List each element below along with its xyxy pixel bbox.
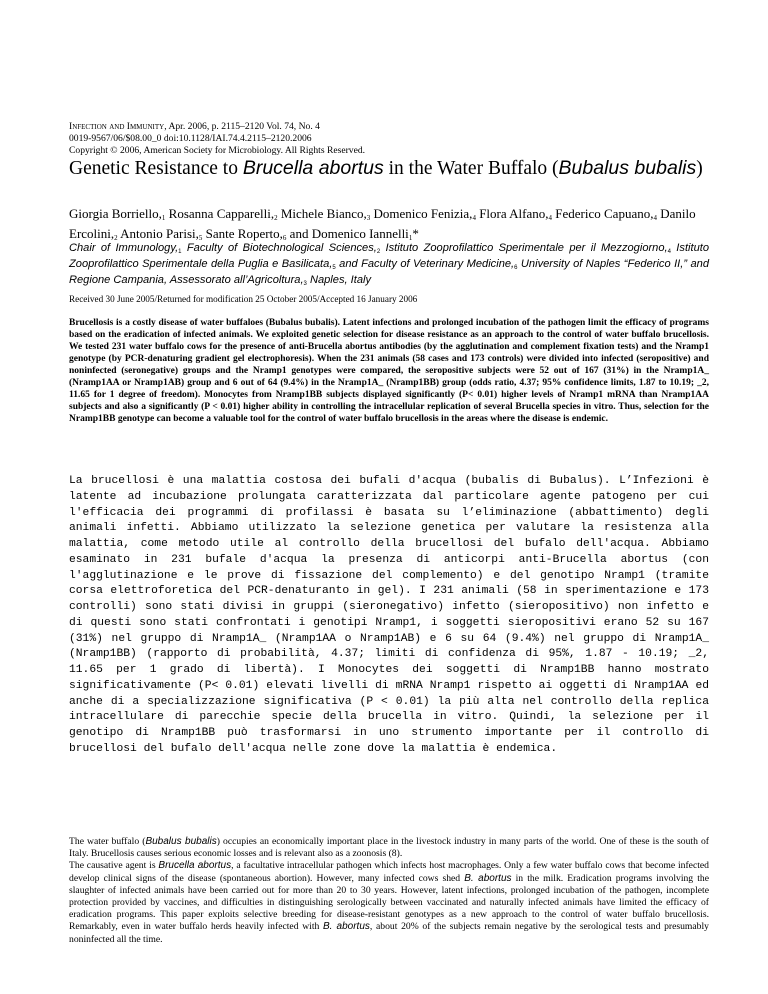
intro-paragraph-2: The causative agent is Brucella abortus, a facultative intracellular pathogen which infects host macrophages. Only a few water buffalo cows that become infected develop clinical signs of the disease (spontaneous abortion). However, many infected cows shed B. abortus in the milk. Eradication programs involving the slaughter of infected animals have been carried out for more than 20 to 30 years. However, latent infections, prolonged incubation of the pathogen, incomplete protection provided by vaccines, and difficulties in distinguishing serologically between vaccinated and naturally infected animals have limited the efficacy of eradication programs. This paper exploits selective breeding for disease-resistant genotypes as a new approach to the control of water buffalo brucellosis. Remarkably, even in water buffalo herds heavily infected with B. abortus, about 20% of the subjects remain negative by the serological tests and presumably noninfected all the time.	[69, 860, 709, 945]
corresponding-mark: *	[412, 226, 419, 241]
italian-abstract: La brucellosi è una malattia costosa dei bufali d'acqua (bubalis di Bubalus). L’Infezioni è latente ad incubazione prolungata caratterizzata dal particolare agente patogeno per cui l'efficacia dei programmi di profilassi è basata su l’eliminazione (abbattimento) degli animali infetti. Abbiamo utilizzato la selezione genetica per valutare la resistenza alla malattia, come metodo utile al controllo della brucellosi del bufalo dell'acqua. Abbiamo esaminato in 231 bufale d'acqua la presenza di anticorpi anti-Brucella abortus (con l'agglutinazione e le prove di fissazione del complemento) e del genotipo Nramp1 (tramite corsa elettroforetica del PCR-denaturanto in gel). I 231 animali (58 in sperimentazione e 173 controlli) sono stati divisi in gruppi (sieronegativo) infetto (sieropositivo) non infetto e di questi sono stati confrontati i genotipi Nramp1, i soggetti sieropositivi erano 52 su 167 (31%) nel gruppo di Nramp1A_ (Nramp1AA o Nramp1AB) e 6 su 64 (9.4%) nel gruppo di Nramp1A_ (Nramp1BB) (rapporto di probabilità, 4.37; limiti di confidenza di 95%, 1.87 - 10.19; _2, 11.65 per 1 grado di libertà). I Monocytes dei soggetti di Nramp1BB hanno mostrato significativamente (P< 0.01) elevati livelli di mRNA Nramp1 rispetto ai oggetti di Nramp1AA ed anche di a specializzazione significativa (P < 0.01) la più alta nel controllo della replica intracellulare di parecchie specie della brucella in vitro. Quindi, la selezione per il genotipo di Nramp1BB può trasformarsi in uno strumento importante per il controllo di brucellosi del bufalo dell'acqua nelle zone dove la malattia è endemica.	[69, 475, 709, 755]
affiliation: Faculty of Biotechnological $Sciences,_2$	[181, 242, 381, 255]
author: Federico $Capuano,_4$	[552, 206, 657, 222]
journal-name: Infection and Immunity	[69, 121, 165, 132]
author: Domenico $Fenizia,_4$	[370, 206, 476, 222]
title-host: Bubalus bubalis	[558, 157, 697, 179]
affiliation: University of Naples “Federico II,” and Regione Campania, Assessorato $all’Agricoltura,_3$	[69, 258, 709, 287]
affiliation: Istituto Zooprofilattico Sperimentale per il $Mezzogiorno,_4$	[380, 242, 671, 255]
title-part-3: )	[696, 158, 703, 179]
title-part-2: in the Water Buffalo (	[383, 158, 559, 179]
paper-title	[69, 157, 709, 180]
title-species: Brucella abortus	[242, 157, 384, 179]
author-list	[69, 205, 709, 245]
copyright-line: Copyright © 2006, American Society for Microbiology. All Rights Reserved.	[69, 145, 366, 156]
intro-paragraph-1: The water buffalo (Bubalus bubalis) occupies an economically important place in the livestock industry in many parts of the world. One of these is the south of Italy. Brucellosis causes serious economic losses and is relevant also as a zoonosis (8).	[69, 836, 709, 860]
abstract: Brucellosis is a costly disease of water buffaloes (Bubalus bubalis). Latent infections and prolonged incubation of the pathogen limit the efficacy of programs based on the eradication of infected animals. We exploited genetic selection for disease resistance as an approach to the control of water buffalo brucellosis. We tested 231 water buffalo cows for the presence of anti-Brucella abortus antibodies (by the agglutination and complement fixation tests) and the Nramp1 genotype (by PCR-denaturing gradient gel electrophoresis). When the 231 animals (58 cases and 173 controls) were divided into infected (seropositive) and noninfected (seronegative) groups and the Nramp1 genotypes were compared, the seropositive subjects were 52 out of 167 (31%) in the Nramp1A_ (Nramp1AA or Nramp1AB) group and 6 out of 64 (9.4%) in the Nramp1A_ (Nramp1BB) group (odds ratio, 4.37; 95% confidence limits, 1.87 to 10.19; _2, 11.65 for 1 degree of freedom). Monocytes from Nramp1BB subjects displayed significantly (P< 0.01) higher levels of Nramp1 mRNA than Nramp1AA subjects and also a significantly (P < 0.01) higher ability in controlling the intracellular replication of several Brucella species in vitro. Thus, selection for the Nramp1BB genotype can become a valuable tool for the control of water buffalo brucellosis in the areas where the disease is endemic.	[69, 318, 709, 425]
received-dates: Received 30 June 2005/Returned for modification 25 October 2005/Accepted 16 January 2006	[69, 294, 418, 304]
affiliation: and Faculty of Veterinary $Medicine,_6$	[335, 258, 518, 271]
affiliation: Naples, Italy	[306, 274, 371, 286]
author: Giorgia $Borriello,_1$	[69, 206, 166, 222]
title-part-1: Genetic Resistance to	[69, 158, 243, 179]
author: Flora $Alfano,_4$	[475, 206, 553, 222]
author: Rosanna $Capparelli,_2$	[165, 206, 278, 222]
affiliations	[69, 241, 709, 289]
author: Danilo $Ercolini,_2$	[69, 206, 696, 242]
doi-line: 0019-9567/06/$08.00_0 doi:10.1128/IAI.74.4.2115–2120.2006	[69, 133, 312, 144]
author: Antonio $Parisi,_5$	[117, 226, 203, 242]
affiliation: Istituto Zooprofilattico Sperimentale della Puglia e $Basilicata,_5$	[69, 242, 709, 271]
issue-info: , Apr. 2006, p. 2115–2120 Vol. 74, No. 4	[164, 121, 320, 132]
introduction	[69, 836, 709, 946]
journal-citation-line	[69, 121, 709, 133]
author: Michele $Bianco,_3$	[277, 206, 371, 222]
author: and Domenico Iannelli$_1$	[286, 226, 413, 242]
author: Sante $Roperto,_6$	[202, 226, 287, 242]
affiliation: Chair of $Immunology,_1$	[69, 242, 182, 255]
journal-header	[69, 121, 709, 157]
